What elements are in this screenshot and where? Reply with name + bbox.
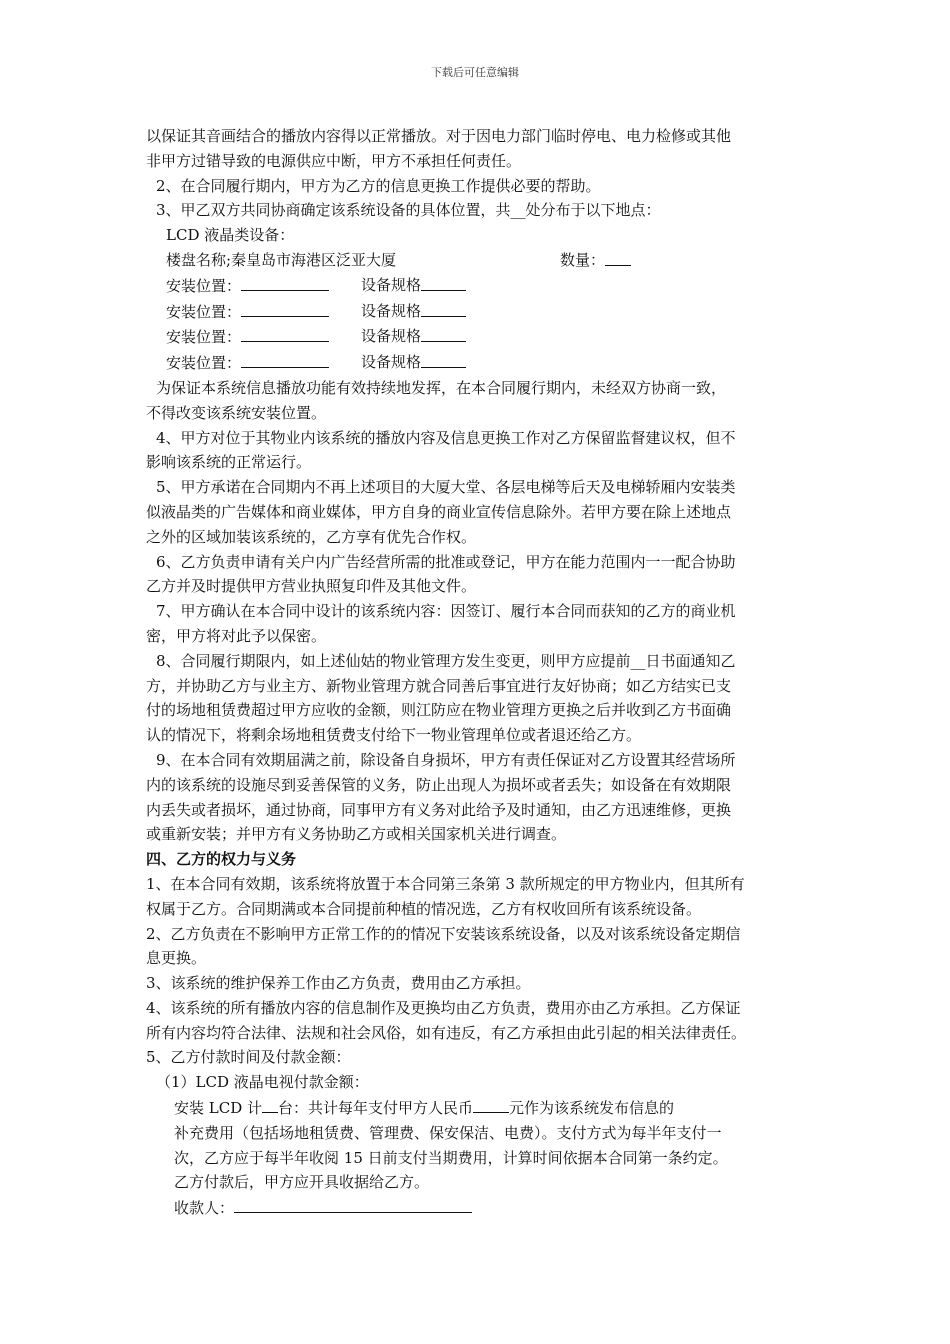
text-line: 付的场地租赁费超过甲方应收的金额，则江防应在物业管理方更换之后并收到乙方书面确: [146, 701, 732, 720]
text-line: 补充费用（包括场地租赁费、管理费、保安保洁、电费）。支付方式为每半年支付一: [174, 1123, 722, 1142]
text-line: 息更换。: [146, 949, 207, 968]
text-line: 6、乙方负责申请有关户内广告经营所需的批准或登记，甲方在能力范围内一一配合协助: [156, 552, 736, 571]
payee-label: 收款人：: [174, 1199, 235, 1218]
install-position-blank: [241, 273, 329, 291]
device-spec-blank: [421, 299, 466, 317]
text-line: 为保证本系统信息播放功能有效持续地发挥，在本合同履行期内，未经双方协商一致，: [156, 378, 727, 397]
text-line: 9、在本合同有效期届满之前，除设备自身损坏，甲方有责任保证对乙方设置其经营场所: [156, 750, 736, 769]
text-line: 所有内容均符合法律、法规和社会风俗，如有违反，有乙方承担由此引起的相关法律责任。: [146, 1023, 747, 1042]
payee-line: [146, 1195, 810, 1221]
subsection-heading: （1）LCD 液晶电视付款金额：: [156, 1073, 369, 1092]
text-line: 5、甲方承诺在合同期内不再上述项目的大厦大堂、各层电梯等后天及电梯轿厢内安装类: [156, 478, 736, 497]
install-position-blank: [241, 350, 329, 368]
install-row: [146, 299, 810, 325]
payment-text: 元作为该系统发布信息的: [509, 1099, 675, 1118]
text-line: LCD 液晶类设备：: [166, 226, 295, 245]
install-row: [146, 273, 810, 299]
device-spec-label: 设备规格: [361, 353, 422, 372]
payment-text: 台：共计每年支付甲方人民币: [278, 1099, 474, 1118]
text-line: 权属于乙方。合同期满或本合同提前种植的情况选，乙方有权收回所有该系统设备。: [146, 899, 702, 918]
text-line: 5、乙方付款时间及付款金额：: [146, 1048, 351, 1067]
install-position-label: 安装位置：: [166, 328, 242, 347]
page-header: 下载后可任意编辑: [431, 66, 519, 79]
text-line: 4、该系统的所有播放内容的信息制作及更换均由乙方负责，费用亦由乙方承担。乙方保证: [146, 998, 741, 1017]
text-line: 影响该系统的正常运行。: [146, 453, 312, 472]
document-body: [146, 124, 810, 1221]
text-line: 内丢失或者损坏，通过协商，同事甲方有义务对此给予及时通知，由乙方迅速维修，更换: [146, 800, 732, 819]
install-position-blank: [241, 324, 329, 342]
text-line: 7、甲方确认在本合同中设计的该系统内容：因签订、履行本合同而获知的乙方的商业机: [156, 602, 736, 621]
text-line: 3、甲乙双方共同协商确定该系统设备的具体位置，共__处分布于以下地点：: [156, 201, 661, 220]
quantity-label: 数量：: [560, 250, 606, 269]
text-line: 2、乙方负责在不影响甲方正常工作的的情况下安装该系统设备，以及对该系统设备定期信: [146, 924, 741, 943]
device-spec-blank: [421, 324, 466, 342]
text-line: 密，甲方将对此予以保密。: [146, 626, 327, 645]
text-line: 方，并协助乙方与业主方、新物业管理方就合同善后事宜进行友好协商；如乙方结实已支: [146, 676, 732, 695]
amount-blank: [473, 1095, 509, 1113]
count-blank: [262, 1095, 278, 1113]
text-line: 1、在本合同有效期，该系统将放置于本合同第三条第 3 款所规定的甲方物业内，但其所有: [146, 874, 745, 893]
install-position-blank: [241, 299, 329, 317]
building-label: 楼盘名称;秦皇岛市海港区泛亚大厦: [166, 250, 397, 269]
install-position-label: 安装位置：: [166, 302, 242, 321]
text-line: 或重新安装；并甲方有义务协助乙方或相关国家机关进行调查。: [146, 825, 567, 844]
text-line: 乙方付款后，甲方应开具收据给乙方。: [174, 1173, 430, 1192]
text-line: 非甲方过错导致的电源供应中断，甲方不承担任何责任。: [146, 151, 522, 170]
device-spec-label: 设备规格: [361, 301, 422, 320]
text-line: 认的情况下，将剩余场地租赁费支付给下一物业管理单位或者退还给乙方。: [146, 726, 642, 745]
install-row: [146, 324, 810, 350]
device-spec-label: 设备规格: [361, 275, 422, 294]
text-line: 似液晶类的广告媒体和商业媒体，甲方自身的商业宣传信息除外。若甲方要在除上述地点: [146, 502, 732, 521]
text-line: 不得改变该系统安装位置。: [146, 403, 327, 422]
text-line: 之外的区域加装该系统的，乙方享有优先合作权。: [146, 527, 477, 546]
text-line: 内的该系统的设施尽到妥善保管的义务，防止出现人为损坏或者丢失；如设备在有效期限: [146, 775, 732, 794]
install-position-label: 安装位置：: [166, 354, 242, 373]
text-line: 4、甲方对位于其物业内该系统的播放内容及信息更换工作对乙方保留监督建议权，但不: [156, 428, 736, 447]
building-row: [146, 248, 810, 273]
payee-blank: [234, 1195, 472, 1213]
text-line: 8、合同履行期限内，如上述仙姑的物业管理方发生变更，则甲方应提前__日书面通知乙: [156, 651, 736, 670]
install-position-label: 安装位置：: [166, 276, 242, 295]
install-row: [146, 350, 810, 376]
text-line: 次，乙方应于每半年收阅 15 日前支付当期费用，计算时间依据本合同第一条约定。: [174, 1148, 728, 1167]
section-heading: 四、乙方的权力与义务: [146, 850, 297, 869]
text-line: 3、该系统的维护保养工作由乙方负责，费用由乙方承担。: [146, 974, 531, 993]
payment-line: [146, 1095, 810, 1121]
device-spec-label: 设备规格: [361, 327, 422, 346]
device-spec-blank: [421, 350, 466, 368]
device-spec-blank: [421, 273, 466, 291]
text-line: 以保证其音画结合的播放内容得以正常播放。对于因电力部门临时停电、电力检修或其他: [146, 127, 732, 145]
text-line: 2、在合同履行期内，甲方为乙方的信息更换工作提供必要的帮助。: [156, 176, 601, 195]
text-line: 乙方并及时提供甲方营业执照复印件及其他文件。: [146, 577, 477, 596]
quantity-blank: [605, 248, 631, 266]
payment-text: 安装 LCD 计: [174, 1099, 263, 1118]
